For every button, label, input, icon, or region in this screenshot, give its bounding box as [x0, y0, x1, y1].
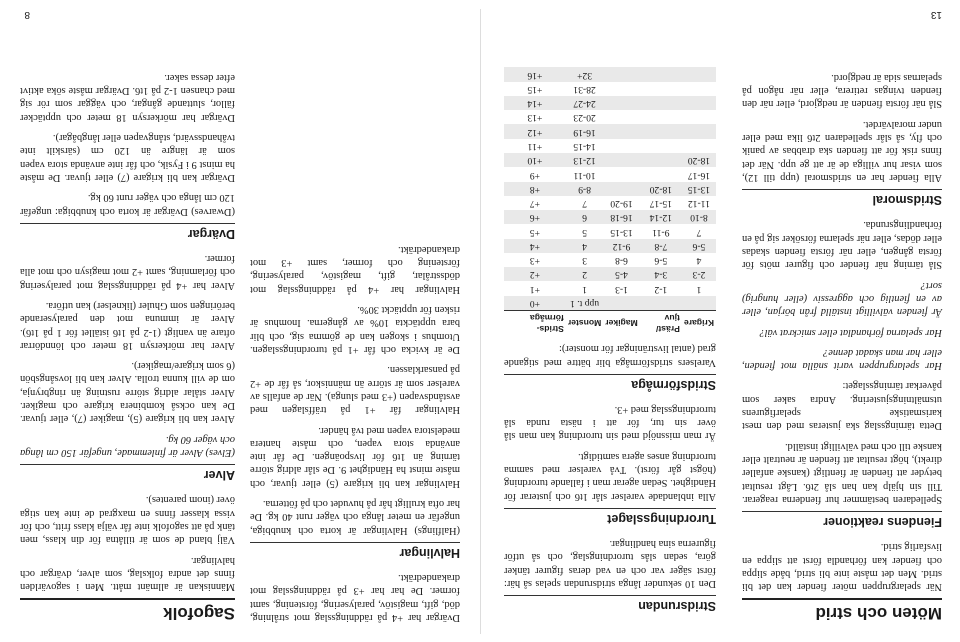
- combat-column: [742, 64, 942, 624]
- table-row: [504, 110, 716, 124]
- table-header-cell: Strids- förmåga: [504, 310, 566, 335]
- table-cell: [640, 110, 682, 124]
- table-header-cell: Monster: [566, 310, 603, 335]
- heading-dwarves: Dvärgar: [20, 223, 235, 242]
- table-cell: [682, 139, 716, 153]
- table-cell: [682, 82, 716, 96]
- paragraph: Alver kan bli krigare (5), magiker (7), eller tjuvar. De kan också kombinera krigare och magiker. Alver stålar aldrig större rustning än ringbrynja, om de vill kunna trolla. Alver kan bli lovsångsbön (6 som krigare/magiker).: [20, 360, 235, 425]
- table-cell: +12: [504, 124, 566, 138]
- section-title-combat: Möten och strid: [742, 598, 942, 624]
- table-row: [504, 153, 716, 167]
- table-cell: +6: [504, 210, 566, 224]
- paragraph: Slå när första fienden är nedgjord, eller när den fienden tvingas retirera, eller när någon på spelarnas sida är nedgjord.: [742, 71, 942, 110]
- table-cell: [640, 96, 682, 110]
- table-cell: 15-17: [649, 198, 673, 210]
- table-cell: [603, 167, 639, 181]
- paragraph: Människan är allmänt mått. Men i sagovärlden finns det andra folkslag, som alver, dvärgar och halvlingar.: [20, 554, 235, 593]
- table-row: [504, 239, 716, 253]
- table-cell: 9-12: [603, 239, 639, 253]
- heading-combat-round: Stridsrundan: [504, 595, 716, 614]
- table-cell: 32+: [566, 67, 603, 81]
- table-cell: [682, 296, 716, 311]
- heading-combat-ability: Stridsförmåga: [504, 374, 716, 393]
- table-cell: +0: [504, 296, 566, 311]
- table-header-row: [504, 310, 716, 335]
- table-cell: 18-20: [640, 182, 682, 196]
- table-cell: 16-18: [603, 210, 639, 224]
- paragraph: Dvärgar har mörkersyn 18 meter och upptäcker fällor, sluttande gångar, och väggar som rör sig med chansen 1-2 på 1t6. Dvärgar måste söka aktivt efter dessa saker.: [20, 71, 235, 123]
- table-cell: +16: [504, 67, 566, 81]
- table-cell: +14: [504, 96, 566, 110]
- table-row: [504, 139, 716, 153]
- table-cell: 1: [696, 283, 702, 295]
- table-cell: 1: [582, 283, 587, 295]
- paragraph: Den 10 sekunder långa stridsrundan spelas så här: först säger var och en vad deras figurer tänker göra, sedan slås turordningslag, och så utför figurerna sina handlingar.: [504, 538, 716, 589]
- table-cell: 4-5: [603, 267, 639, 281]
- table-cell: +5: [529, 226, 541, 238]
- table-row: [504, 210, 716, 224]
- paragraph: (Halflings) Halvlingar är korta och knubbiga, ungefär en meter långa och väger runt 40 kg. De har ofta krulligt hår på huvudet och på fötterna.: [250, 498, 460, 536]
- table-cell: [603, 82, 639, 96]
- table-row: [504, 167, 716, 181]
- table-cell: [603, 110, 639, 124]
- table-header-cell: Krigare: [682, 310, 716, 335]
- paragraph: Detta tärningsslag ska justeras med den mest karismatiske spelarfigurens utsmältningsjustering. Andra saker som påverkar tärningsslaget:: [742, 380, 942, 432]
- table-row: [504, 296, 716, 311]
- table-cell: [640, 67, 682, 81]
- table-cell: 13-15: [610, 226, 633, 238]
- paragraph: Har spelarna förhandlat eller smickrat väl?: [759, 326, 942, 338]
- heading-morale: Stridsmoral: [742, 189, 942, 208]
- section-title-folk: Sagofolk: [20, 598, 235, 624]
- table-cell: 3-4: [640, 267, 682, 281]
- table-cell: 7-8: [640, 239, 682, 253]
- table-cell: 3: [582, 255, 587, 267]
- paragraph: De är kvicka och får +1 på turordningsslagen. Utomhus i skogen kan de gömma sig, och blir bara upptäckta 10% av gångerna. Inomhus är risken för upptäckt 30%.: [250, 304, 460, 355]
- paragraph: Varelsers stridsförmåga blir bättre med stigande grad (antal livsträningar för monster):: [504, 343, 716, 368]
- table-cell: 13-15: [682, 182, 716, 196]
- table-cell: 12-14: [640, 210, 682, 224]
- table-cell: 2: [566, 267, 603, 281]
- table-header-cell: Präst/ tjuv: [640, 310, 682, 335]
- table-cell: 12-13: [566, 153, 603, 167]
- table-cell: 6-8: [615, 255, 628, 267]
- table-cell: 8-9: [566, 182, 603, 196]
- paragraph: (Dwarves) Dvärgar är korta och knubbiga: ungefär 120 cm långa och väger runt 60 kg.: [20, 192, 235, 217]
- table-row: [504, 253, 716, 267]
- page-number: 13: [930, 9, 942, 20]
- table-cell: 16-17: [687, 169, 711, 181]
- table-cell: +8: [504, 182, 566, 196]
- paragraph: Halvlingar får +1 på träffslagen med avståndsvapen (+3 med slunga). När de anfalls av varelser som är större än människor, så får de +2 på pansarklassen.: [250, 364, 460, 416]
- table-cell: 4: [696, 255, 702, 267]
- table-cell: 18-20: [682, 153, 716, 167]
- table-row: [504, 224, 716, 238]
- halflings-column: [250, 236, 460, 625]
- paragraph: Dvärgar kan bli krigare (7) eller tjuvar. De måste ha minst 9 i Fysik, och får inte använda stora vapen som är längre än 120 cm (särskilt inte tvåhandssvärd, stångvapen eller långbågar).: [20, 132, 235, 184]
- table-cell: [640, 124, 682, 138]
- heading-initiative: Turordningsslaget: [504, 508, 716, 527]
- table-cell: [603, 296, 639, 311]
- table-row: [504, 182, 716, 196]
- table-row: [504, 196, 716, 210]
- table-cell: [682, 110, 716, 124]
- paragraph: Spelledaren bestämmer hur fienderna reagerar. Till sin hjälp kan han slå 2t6. Lågt resultat betyder att fienden är fientligt (kanske anfaller direkt), högt resultat att fienden är neutralt eller kanske till och med välvilligt inställd.: [742, 440, 942, 505]
- table-cell: [640, 82, 682, 96]
- table-cell: +15: [527, 83, 543, 95]
- paragraph: (Elves) Alver är finlemmade, ungefär 150 cm långa och väger 60 kg.: [20, 433, 235, 459]
- paragraph: När spelargruppen möter fiender kan det bli strid. Men det måste inte bli strid, både slippa och fiender kan förhandla först att slippa en livsfarlig strid.: [742, 541, 942, 593]
- paragraph: Är fienden välvilligt inställd från början, eller av en fientlig och aggressiv (eller hungrig) sort?: [742, 279, 942, 318]
- table-cell: 7: [582, 198, 587, 210]
- combat-ability-table: [504, 67, 716, 335]
- table-row: [504, 82, 716, 96]
- table-cell: 8-10: [682, 210, 716, 224]
- paragraph: Har spelargruppen varit snälla mot fienden, eller har man skadat denne?: [742, 346, 942, 372]
- table-cell: 16-19: [566, 124, 603, 138]
- heading-elves: Alver: [20, 464, 235, 483]
- paragraph: Alla inblandade varelser slår 1t6 och justerar för Händighet. Sedan agerar man i fallande turordning (högst går först). Två varelser med samma turordning anses agera samtidigt.: [504, 450, 716, 502]
- paragraph: Alver har mörkersyn 18 meter och lönndörrar oftare än vanligt (1-2 på 1t6 istället för 1 på 1t6). Alver är immuna mot den paralyserande beröringen som Ghuler (liknelser) kan utföra.: [20, 299, 235, 351]
- table-cell: 10-11: [573, 169, 596, 181]
- table-cell: [682, 96, 716, 110]
- table-cell: [603, 139, 639, 153]
- table-cell: [640, 139, 682, 153]
- table-cell: 1-2: [654, 283, 668, 295]
- heading-enemy-reactions: Fiendens reaktioner: [742, 511, 942, 530]
- table-cell: [640, 153, 682, 167]
- paragraph: Slå tärning när fiender och figurer möts för första gången, eller när första fienden skadas eller dödas, eller när spelarna försöker sig på en förhandlingsrunda.: [742, 219, 942, 271]
- table-cell: [640, 296, 682, 311]
- table-cell: +10: [504, 153, 566, 167]
- table-cell: 20-23: [573, 112, 596, 124]
- paragraph: Halvlingar har +4 på räddningsslag mot dödsstrålar, gift, magistöv, paralysering, förstening och former, samt +3 mot drakandedräkt.: [250, 243, 460, 295]
- table-row: [504, 96, 716, 110]
- heading-halflings: Halvlingar: [250, 542, 460, 561]
- table-cell: 6: [566, 210, 603, 224]
- table-cell: 28-31: [573, 83, 596, 95]
- table-row: [504, 124, 716, 138]
- table-cell: 14-15: [573, 141, 596, 153]
- table-cell: [682, 67, 716, 81]
- table-cell: +9: [529, 169, 541, 181]
- table-cell: [603, 124, 639, 138]
- paragraph: Är man missnöjd med sin turordning kan man slå över sin tur, för att i nästa runda slå turordningsslag med +3.: [504, 403, 716, 442]
- table-body: [504, 67, 716, 310]
- paragraph: Halvlingar kan bli krigare (5) eller tjuvar, och måste minst ha Händighet 9. De slår aldrig större tärning än 1t6 för livspoängen. De får inte använda stora vapen, och måste hantera medelstora vapen med två händer.: [250, 424, 460, 489]
- table-cell: +4: [504, 239, 566, 253]
- table-cell: 11-12: [687, 198, 710, 210]
- table-cell: 9-11: [652, 226, 670, 238]
- table-cell: [603, 96, 639, 110]
- table-cell: 5: [582, 226, 587, 238]
- table-cell: 24-27: [566, 96, 603, 110]
- paragraph: Alver har +4 på räddningsslag mot paralysering och förlamning, samt +2 mot magisyn och mot alla former.: [20, 253, 235, 291]
- table-cell: +7: [529, 198, 541, 210]
- paragraph: Välj bland de som är tillåtna för din klass, men tänk på att sagofolk inte får välja klass fritt, och för vissa klasser finns en maxgrad de inte kan stiga över (inom parentes).: [20, 494, 235, 546]
- table-cell: +1: [529, 283, 541, 295]
- paragraph: Dvärgar har +4 på räddningsslag mot strålning, död, gift, magistöv, paralysering, förstening, samt former. De har har +3 på räddningsslag mot drakandedräkt.: [250, 572, 460, 623]
- table-cell: [603, 182, 639, 196]
- table-cell: 2-3: [682, 267, 716, 281]
- combat-round-column: [504, 67, 716, 624]
- table-cell: [682, 124, 716, 138]
- folk-column: [20, 64, 235, 624]
- page-number: 8: [24, 9, 30, 20]
- page-gutter: [480, 9, 481, 634]
- table-cell: 4: [566, 239, 603, 253]
- table-row: [504, 67, 716, 81]
- table-row: [504, 281, 716, 295]
- table-cell: 19-20: [610, 198, 633, 210]
- table-cell: 5-6: [682, 239, 716, 253]
- table-cell: +3: [529, 255, 541, 267]
- table-header-cell: Magiker: [603, 310, 639, 335]
- paragraph: Alla fiender har en stridsmoral (upp till 12), som visar hur villiga de är att ge upp. När det finns risk för att fienden ska drabbas av panik och fly, så slår spelledaren 2t6 lika med eller under moralvärdet.: [742, 118, 942, 184]
- table-cell: +11: [527, 141, 543, 153]
- table-cell: [640, 167, 682, 181]
- table-cell: +2: [504, 267, 566, 281]
- table-cell: upp t. 1: [566, 296, 603, 311]
- table-cell: +13: [527, 112, 543, 124]
- table-row: [504, 267, 716, 281]
- table-cell: [603, 67, 639, 81]
- table-cell: 7: [696, 226, 702, 238]
- table-cell: [603, 153, 639, 167]
- table-cell: 5-6: [654, 255, 668, 267]
- table-cell: 1-3: [615, 283, 628, 295]
